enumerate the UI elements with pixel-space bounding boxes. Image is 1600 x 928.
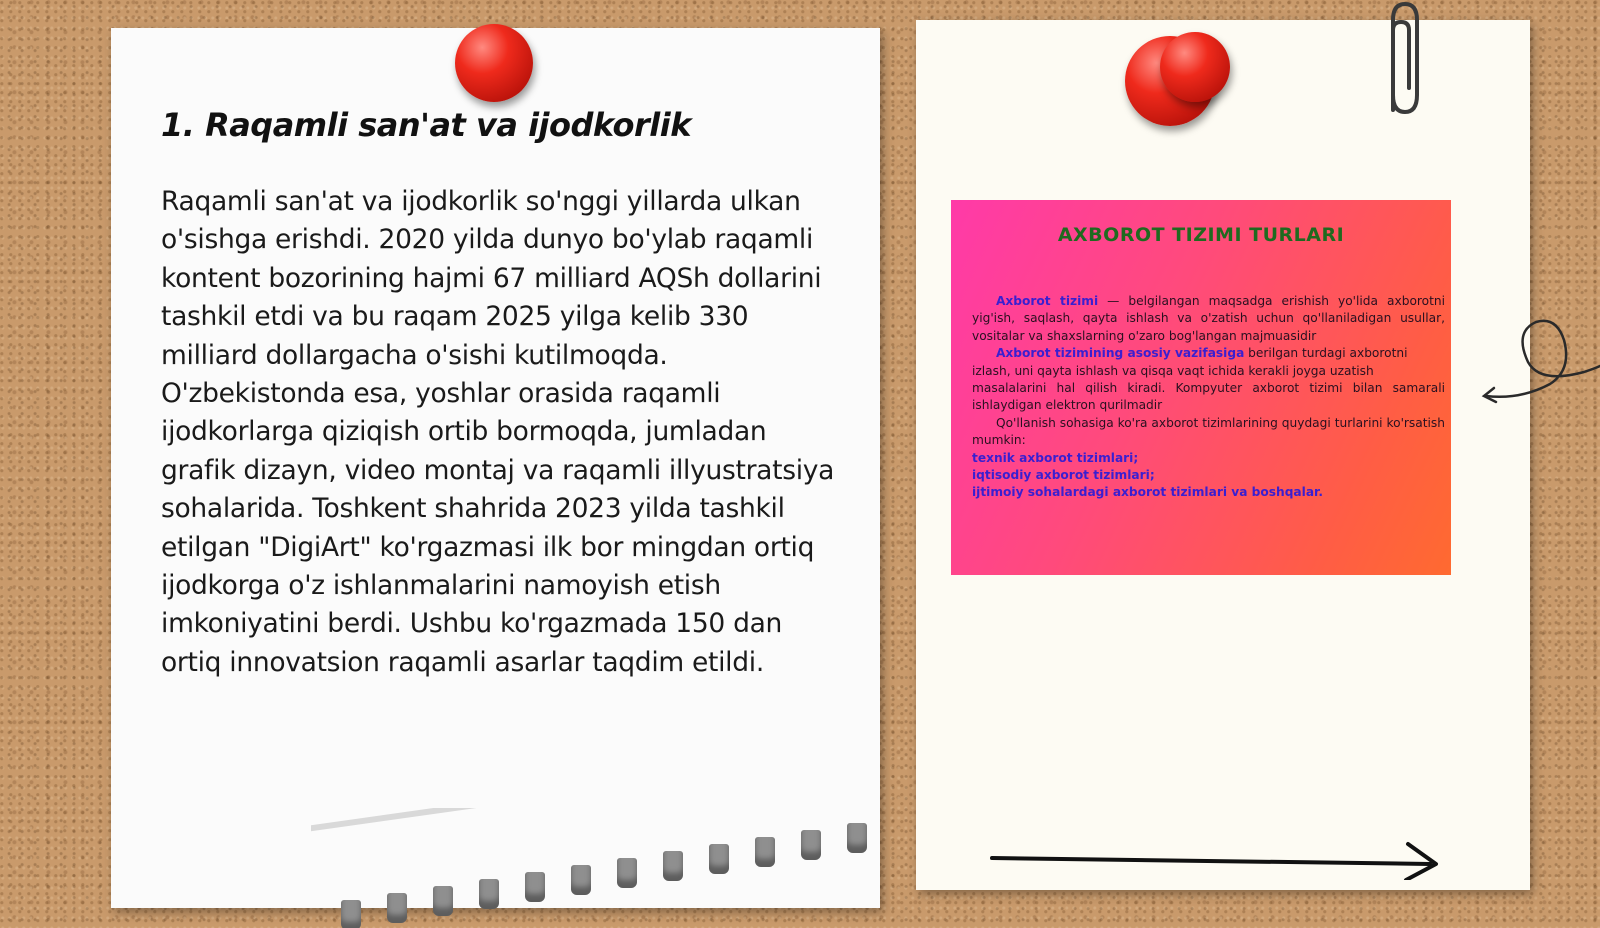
paper-hole [341, 900, 361, 928]
paper-hole [755, 837, 775, 867]
torn-paper-holes [311, 808, 871, 928]
info-box-title: AXBOROT TIZIMI TURLARI [1057, 224, 1345, 246]
info-box [951, 200, 1451, 575]
paper-hole [801, 830, 821, 860]
highlight-term: Axborot tizimi [996, 294, 1099, 308]
paper-hole [433, 886, 453, 916]
paper-hole [847, 823, 867, 853]
paper-hole [663, 851, 683, 881]
note-body: Raqamli san'at va ijodkorlik so'nggi yillarda ulkan o'sishga erishdi. 2020 yilda dunyo bo'ylab raqamli kontent bozorining hajmi 67 milliard AQSh dollarini tashkil etdi va bu raqam 2025 yilga kelib 330 milliard dollargacha o'sishi kutilmoqda. O'zbekistonda esa, yoshlar orasida raqamli ijodkorlarga qiziqish ortib bormoqda, jumladan grafik dizayn, video montaj va raqamli illyustratsiya sohalarida. Toshkent shahrida 2023 yilda tashkil etilgan "DigiArt" ko'rgazmasi ilk bor mingdan ortiq ijodkorga o'z ishlanmalarini namoyish etish imkoniyatini berdi. Ushbu ko'rgazmada 150 dan ortiq innovatsion raqamli asarlar taqdim etildi. [161, 186, 835, 678]
info-paragraph [972, 345, 1445, 362]
left-note-paper [111, 28, 880, 908]
note-title: 1. Raqamli san'at va ijodkorlik [161, 106, 692, 144]
paper-hole [479, 879, 499, 909]
push-pin-icon [1160, 32, 1230, 102]
list-item: texnik axborot tizimlari; [972, 450, 1139, 465]
info-box-text [972, 293, 1445, 502]
torn-edge [311, 808, 871, 834]
arrow-right-icon [990, 840, 1450, 880]
scribble-doodle [1480, 310, 1600, 410]
paper-hole [617, 858, 637, 888]
paper-clip-icon [1375, 0, 1425, 125]
paper-hole [387, 893, 407, 923]
info-paragraph: masalalarini hal qilish kiradi. Kompyuter axborot tizimi bilan samarali ishlaydigan elektron qurilmadir [972, 381, 1445, 413]
paragraph-text: berilgan turdagi axborotni [1244, 346, 1408, 361]
info-paragraph [972, 293, 1445, 345]
paper-hole [525, 872, 545, 902]
paragraph-text: — belgilangan maqsadga erishish yo'lida axborotni yig'ish, saqlash, qayta ishlash va o'zatish uchun qo'llaniladigan usullar, vositalar va shaxslarning o'zaro bog'langan majmuasidir [972, 294, 1445, 343]
list-item: iqtisodiy axborot tizimlari; [972, 468, 1155, 483]
push-pin-icon [455, 24, 533, 102]
highlight-term: Axborot tizimining asosiy vazifasiga [996, 346, 1245, 361]
paper-hole [709, 844, 729, 874]
paper-hole [571, 865, 591, 895]
info-paragraph: Qo'llanish sohasiga ko'ra axborot tizimlarining quydagi turlarini ko'rsatish mumkin: [972, 415, 1445, 448]
info-paragraph: izlash, uni qayta ishlash va qisqa vaqt ichida kerakli joyga uzatish [972, 363, 1374, 378]
list-item: ijtimoiy sohalardagi axborot tizimlari va boshqalar. [972, 485, 1323, 500]
